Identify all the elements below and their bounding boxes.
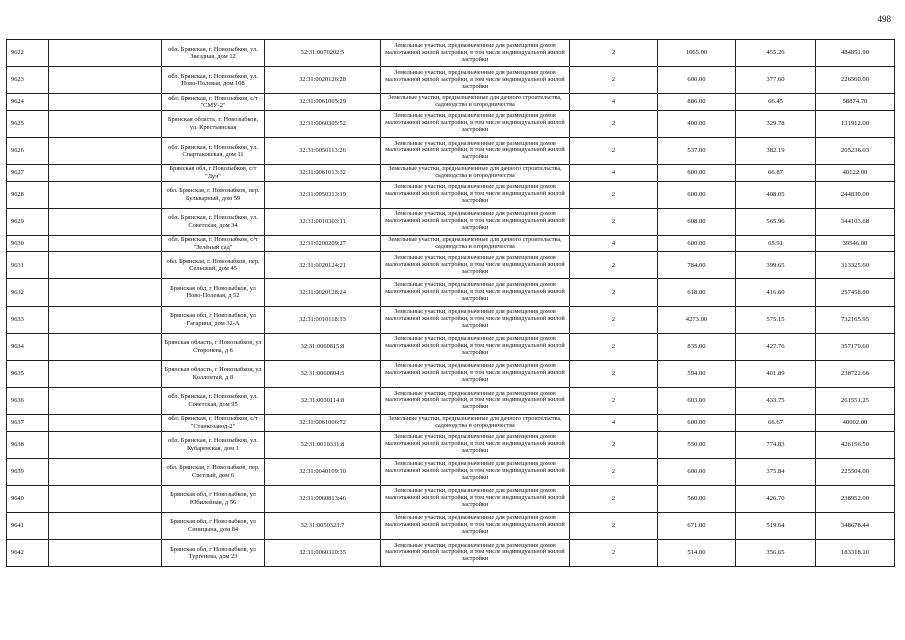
row-land-purpose: Земельные участки, предназначенные для размещения домов малоэтажной жилой застройки, в том числе индивидуальной жилой застройки [381,181,570,208]
row-land-purpose: Земельные участки, предназначенные для размещения домов малоэтажной жилой застройки, в том числе индивидуальной жилой застройки [381,539,570,566]
row-cadastral-number: 32:31:0030114:8 [265,387,381,414]
row-group: 2 [570,67,658,94]
row-spacer [49,110,162,137]
row-group: 2 [570,431,658,458]
row-cadastral-value: 238722.66 [816,360,895,387]
row-spacer [49,512,162,539]
row-spacer [49,208,162,235]
table-row [7,512,895,539]
row-cadastral-value: 226560.00 [816,67,895,94]
row-cadastral-value: 205236.03 [816,137,895,164]
row-number: 9631 [7,252,49,279]
row-group: 2 [570,333,658,360]
row-number: 9636 [7,387,49,414]
table-row [7,387,895,414]
table-row [7,94,895,111]
table-row [7,252,895,279]
row-group: 2 [570,208,658,235]
row-spacer [49,387,162,414]
row-cadastral-number: 32:31:0060310:35 [265,539,381,566]
row-address: обл. Брянская, г. Новозыбков, пер. Светлый, дом 6 [162,458,265,485]
row-area: 514.00 [658,539,736,566]
row-spacer [49,458,162,485]
row-cadastral-number: 32:31:0050323:7 [265,512,381,539]
row-land-purpose: Земельные участки, предназначенные для размещения домов малоэтажной жилой застройки, в том числе индивидуальной жилой застройки [381,110,570,137]
row-rate: 66.87 [736,164,816,181]
row-number: 9626 [7,137,49,164]
row-number: 9635 [7,360,49,387]
row-spacer [49,333,162,360]
row-spacer [49,67,162,94]
table-row [7,458,895,485]
row-address: Брянская область, г Новозыбков, ул Сторонева, д 6 [162,333,265,360]
row-address: обл. Брянская, г. Новозыбков, пер. Сельский, дом 45 [162,252,265,279]
row-address: Брянская обл, г Новозыбков, ул Юбилейная, д 56 [162,485,265,512]
row-area: 784.00 [658,252,736,279]
row-cadastral-value: 238952.00 [816,485,895,512]
row-number: 9629 [7,208,49,235]
row-spacer [49,181,162,208]
table-row [7,485,895,512]
row-cadastral-value: 732165.95 [816,306,895,333]
row-cadastral-number: 32:31:0060815:8 [265,333,381,360]
row-spacer [49,431,162,458]
row-cadastral-value: 40002.00 [816,414,895,431]
row-land-purpose: Земельные участки, предназначенные для размещения домов малоэтажной жилой застройки, в том числе индивидуальной жилой застройки [381,512,570,539]
row-spacer [49,414,162,431]
row-land-purpose: Земельные участки, предназначенные для дачного строительства, садоводства и огородничества [381,414,570,431]
table-row [7,414,895,431]
row-rate: 426.70 [736,485,816,512]
row-number: 9624 [7,94,49,111]
row-rate: 66.45 [736,94,816,111]
row-group: 2 [570,279,658,306]
row-land-purpose: Земельные участки, предназначенные для размещения домов малоэтажной жилой застройки, в том числе индивидуальной жилой застройки [381,40,570,67]
row-number: 9639 [7,458,49,485]
row-number: 9622 [7,40,49,67]
row-cadastral-value: 244830.00 [816,181,895,208]
table-row [7,164,895,181]
row-cadastral-value: 257458.80 [816,279,895,306]
row-rate: 382.19 [736,137,816,164]
row-land-purpose: Земельные участки, предназначенные для размещения домов малоэтажной жилой застройки, в том числе индивидуальной жилой застройки [381,387,570,414]
row-cadastral-number: 32:31:0010331:8 [265,431,381,458]
table-row [7,235,895,252]
row-number: 9627 [7,164,49,181]
table-row [7,137,895,164]
row-group: 2 [570,181,658,208]
row-address: Брянская обл, г Новозыбков, ул Синицына, дом 84 [162,512,265,539]
row-spacer [49,539,162,566]
row-address: обл. Брянская, г. Новозыбков, с/т "Зелёный сад" [162,235,265,252]
row-land-purpose: Земельные участки, предназначенные для размещения домов малоэтажной жилой застройки, в том числе индивидуальной жилой застройки [381,360,570,387]
row-cadastral-number: 32:31:0061013:32 [265,164,381,181]
row-group: 2 [570,306,658,333]
row-rate: 519.64 [736,512,816,539]
row-rate: 399.65 [736,252,816,279]
row-rate: 377.60 [736,67,816,94]
row-group: 2 [570,539,658,566]
row-land-purpose: Земельные участки, предназначенные для размещения домов малоэтажной жилой застройки, в том числе индивидуальной жилой застройки [381,252,570,279]
row-number: 9641 [7,512,49,539]
table-row [7,181,895,208]
row-land-purpose: Земельные участки, предназначенные для размещения домов малоэтажной жилой застройки, в том числе индивидуальной жилой застройки [381,208,570,235]
row-cadastral-number: 32:31:0020124:21 [265,252,381,279]
row-area: 537.00 [658,137,736,164]
row-cadastral-number: 32:31:0070202:5 [265,40,381,67]
row-cadastral-value: 261551.25 [816,387,895,414]
row-address: Брянская обл, г Новозыбков, ул Гагарина, дом 32-А [162,306,265,333]
row-area: 400.00 [658,110,736,137]
row-area: 4273.00 [658,306,736,333]
row-cadastral-number: 32:31:0020128:24 [265,279,381,306]
row-rate: 565.96 [736,208,816,235]
row-number: 9634 [7,333,49,360]
row-rate: 427.76 [736,333,816,360]
row-land-purpose: Земельные участки, предназначенные для размещения домов малоэтажной жилой застройки, в том числе индивидуальной жилой застройки [381,67,570,94]
row-land-purpose: Земельные участки, предназначенные для размещения домов малоэтажной жилой застройки, в том числе индивидуальной жилой застройки [381,333,570,360]
row-cadastral-number: 32:31:0010118:13 [265,306,381,333]
row-area: 671.00 [658,512,736,539]
row-land-purpose: Земельные участки, предназначенные для размещения домов малоэтажной жилой застройки, в том числе индивидуальной жилой застройки [381,431,570,458]
row-spacer [49,306,162,333]
row-group: 4 [570,94,658,111]
row-address: обл. Брянская, г. Новозыбков, пер. Бульварный, дом 59 [162,181,265,208]
row-area: 600.00 [658,235,736,252]
row-cadastral-number: 32:31:0050313:19 [265,181,381,208]
row-spacer [49,94,162,111]
row-land-purpose: Земельные участки, предназначенные для размещения домов малоэтажной жилой застройки, в том числе индивидуальной жилой застройки [381,279,570,306]
row-number: 9625 [7,110,49,137]
row-number: 9623 [7,67,49,94]
row-number: 9638 [7,431,49,458]
row-land-purpose: Земельные участки, предназначенные для дачного строительства, садоводства и огородничества [381,235,570,252]
row-area: 886.00 [658,94,736,111]
row-area: 600.00 [658,181,736,208]
row-number: 9640 [7,485,49,512]
row-group: 4 [570,164,658,181]
row-spacer [49,137,162,164]
table-row [7,67,895,94]
row-address: обл. Брянская, г. Новозыбков, с/т "Станкозавод-2" [162,414,265,431]
row-group: 2 [570,110,658,137]
row-group: 2 [570,485,658,512]
row-cadastral-value: 40122.00 [816,164,895,181]
row-rate: 774.83 [736,431,816,458]
row-spacer [49,485,162,512]
row-cadastral-value: 348678.44 [816,512,895,539]
row-address: Брянская обл, г Новозыбков, ул Ново-Полевая, д 52 [162,279,265,306]
row-group: 2 [570,137,658,164]
row-spacer [49,40,162,67]
row-area: 560.00 [658,485,736,512]
row-land-purpose: Земельные участки, предназначенные для размещения домов малоэтажной жилой застройки, в том числе индивидуальной жилой застройки [381,485,570,512]
row-group: 2 [570,458,658,485]
cadastral-value-table [6,39,894,567]
page-number: 498 [877,14,891,24]
row-cadastral-value: 39546.00 [816,235,895,252]
table-row [7,306,895,333]
row-cadastral-value: 225504.00 [816,458,895,485]
row-address: обл. Брянская, г. Новозыбков, ул. Ново-Полевая, дом 108 [162,67,265,94]
table-row [7,279,895,306]
table-row [7,431,895,458]
row-group: 2 [570,512,658,539]
row-rate: 455.26 [736,40,816,67]
row-area: 594.00 [658,360,736,387]
row-group: 4 [570,414,658,431]
row-spacer [49,360,162,387]
table-row [7,333,895,360]
row-cadastral-value: 183318.10 [816,539,895,566]
row-group: 2 [570,252,658,279]
row-number: 9637 [7,414,49,431]
row-cadastral-number: 32:31:0061006:72 [265,414,381,431]
table-row [7,539,895,566]
row-group: 2 [570,360,658,387]
row-address: обл. Брянская, г. Новозыбков, ул. Кубаревская, дом 1 [162,431,265,458]
row-cadastral-number: 32:31:0060305:52 [265,110,381,137]
row-rate: 66.67 [736,414,816,431]
row-rate: 401.89 [736,360,816,387]
row-area: 550.00 [658,431,736,458]
row-spacer [49,164,162,181]
row-cadastral-value: 426156.50 [816,431,895,458]
row-area: 600.00 [658,164,736,181]
row-address: обл. Брянская, г. Новозыбков, ул. Советская, дом 34 [162,208,265,235]
row-address: обл. Брянская, г. Новозыбков, с/т "СМУ-2" [162,94,265,111]
row-rate: 329.78 [736,110,816,137]
row-area: 835.00 [658,333,736,360]
row-address: Брянская обл, г Новозыбков, ул Тургенева, дом 23 [162,539,265,566]
row-area: 603.00 [658,387,736,414]
row-cadastral-number: 32:31:0061005:29 [265,94,381,111]
row-spacer [49,279,162,306]
row-cadastral-number: 32:31:0020126:28 [265,67,381,94]
table-row [7,208,895,235]
row-address: Брянская область, г Новозыбков, ул Коллонтай, д 8 [162,360,265,387]
row-area: 608.00 [658,208,736,235]
row-cadastral-value: 131912.00 [816,110,895,137]
row-group: 2 [570,40,658,67]
row-rate: 416.60 [736,279,816,306]
row-number: 9633 [7,306,49,333]
row-cadastral-value: 484851.90 [816,40,895,67]
row-address: обл. Брянская, г. Новозыбков, ул. Советская, дом 95 [162,387,265,414]
row-land-purpose: Земельные участки, предназначенные для размещения домов малоэтажной жилой застройки, в том числе индивидуальной жилой застройки [381,137,570,164]
row-cadastral-value: 58874.70 [816,94,895,111]
row-cadastral-value: 344103.68 [816,208,895,235]
row-number: 9632 [7,279,49,306]
row-address: Брянская область, г. Новозыбков, ул. Крестьянская [162,110,265,137]
row-rate: 433.75 [736,387,816,414]
table-row [7,40,895,67]
row-cadastral-number: 32:31:0200209:27 [265,235,381,252]
row-address: обл. Брянская, г. Новозыбков, ул. Звездная, дом 12 [162,40,265,67]
row-rate: 375.84 [736,458,816,485]
row-address: Брянская обл, г Новозыбков, с/т "Луч" [162,164,265,181]
row-rate: 575.15 [736,306,816,333]
data-table [6,39,895,567]
row-area: 600.00 [658,67,736,94]
row-cadastral-number: 32:31:0060813:46 [265,485,381,512]
row-number: 9642 [7,539,49,566]
row-land-purpose: Земельные участки, предназначенные для размещения домов малоэтажной жилой застройки, в том числе индивидуальной жилой застройки [381,458,570,485]
row-cadastral-number: 32:31:0010303:11 [265,208,381,235]
row-area: 1065.00 [658,40,736,67]
row-rate: 356.65 [736,539,816,566]
row-number: 9628 [7,181,49,208]
row-land-purpose: Земельные участки, предназначенные для дачного строительства, садоводства и огородничества [381,94,570,111]
row-group: 2 [570,387,658,414]
row-area: 618.00 [658,279,736,306]
table-row [7,110,895,137]
row-group: 4 [570,235,658,252]
table-row [7,360,895,387]
row-cadastral-number: 32:31:0050113:26 [265,137,381,164]
row-spacer [49,252,162,279]
row-number: 9630 [7,235,49,252]
row-rate: 408.05 [736,181,816,208]
row-rate: 65.91 [736,235,816,252]
row-land-purpose: Земельные участки, предназначенные для дачного строительства, садоводства и огородничества [381,164,570,181]
row-cadastral-value: 313325.60 [816,252,895,279]
row-area: 600.00 [658,458,736,485]
row-area: 600.00 [658,414,736,431]
row-cadastral-number: 32:31:0040109:10 [265,458,381,485]
row-cadastral-value: 357179.60 [816,333,895,360]
row-address: обл. Брянская, г. Новозыбков, ул. Спартаковская, дом 11 [162,137,265,164]
row-cadastral-number: 32:31:0060804:5 [265,360,381,387]
row-spacer [49,235,162,252]
row-land-purpose: Земельные участки, предназначенные для размещения домов малоэтажной жилой застройки, в том числе индивидуальной жилой застройки [381,306,570,333]
